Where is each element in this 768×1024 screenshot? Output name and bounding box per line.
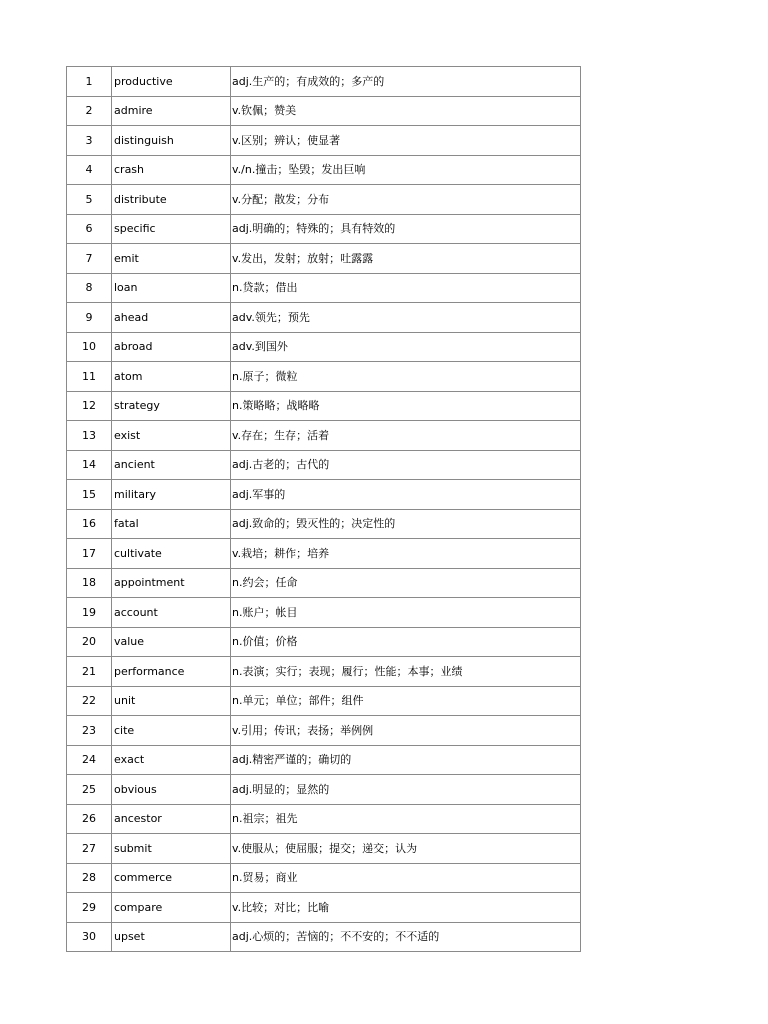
english-word: specific xyxy=(112,214,231,244)
table-row xyxy=(67,922,581,952)
table-row xyxy=(67,716,581,746)
table-row xyxy=(67,509,581,539)
chinese-definition: v.存在；生存；活着 xyxy=(231,421,581,451)
chinese-definition: v.比较；对比；比喻 xyxy=(231,893,581,923)
table-row xyxy=(67,96,581,126)
row-number: 28 xyxy=(67,863,112,893)
table-row xyxy=(67,745,581,775)
row-number: 9 xyxy=(67,303,112,333)
table-row xyxy=(67,244,581,274)
chinese-definition: v.引用；传讯；表扬；举例例 xyxy=(231,716,581,746)
english-word: submit xyxy=(112,834,231,864)
chinese-definition: v.分配；散发；分布 xyxy=(231,185,581,215)
english-word: distinguish xyxy=(112,126,231,156)
english-word: fatal xyxy=(112,509,231,539)
table-row xyxy=(67,686,581,716)
table-row xyxy=(67,834,581,864)
row-number: 12 xyxy=(67,391,112,421)
chinese-definition: adj.军事的 xyxy=(231,480,581,510)
table-row xyxy=(67,155,581,185)
table-row xyxy=(67,421,581,451)
chinese-definition: v.区别；辨认；使显著 xyxy=(231,126,581,156)
chinese-definition: v.发出，发射；放射；吐露露 xyxy=(231,244,581,274)
row-number: 6 xyxy=(67,214,112,244)
english-word: cite xyxy=(112,716,231,746)
chinese-definition: adj.明确的；特殊的；具有特效的 xyxy=(231,214,581,244)
row-number: 16 xyxy=(67,509,112,539)
row-number: 22 xyxy=(67,686,112,716)
table-row xyxy=(67,362,581,392)
row-number: 19 xyxy=(67,598,112,628)
english-word: loan xyxy=(112,273,231,303)
row-number: 30 xyxy=(67,922,112,952)
row-number: 26 xyxy=(67,804,112,834)
table-row xyxy=(67,273,581,303)
row-number: 8 xyxy=(67,273,112,303)
row-number: 2 xyxy=(67,96,112,126)
english-word: exact xyxy=(112,745,231,775)
row-number: 29 xyxy=(67,893,112,923)
chinese-definition: n.贷款；借出 xyxy=(231,273,581,303)
row-number: 23 xyxy=(67,716,112,746)
row-number: 20 xyxy=(67,627,112,657)
chinese-definition: n.祖宗；祖先 xyxy=(231,804,581,834)
row-number: 5 xyxy=(67,185,112,215)
chinese-definition: n.表演；实行；表现；履行；性能；本事；业绩 xyxy=(231,657,581,687)
chinese-definition: v./n.撞击；坠毁；发出巨响 xyxy=(231,155,581,185)
english-word: obvious xyxy=(112,775,231,805)
english-word: unit xyxy=(112,686,231,716)
english-word: ancient xyxy=(112,450,231,480)
chinese-definition: v.钦佩；赞美 xyxy=(231,96,581,126)
table-row xyxy=(67,657,581,687)
english-word: value xyxy=(112,627,231,657)
table-row xyxy=(67,126,581,156)
english-word: upset xyxy=(112,922,231,952)
chinese-definition: adj.明显的；显然的 xyxy=(231,775,581,805)
english-word: abroad xyxy=(112,332,231,362)
chinese-definition: n.账户；帐目 xyxy=(231,598,581,628)
english-word: strategy xyxy=(112,391,231,421)
table-row xyxy=(67,214,581,244)
chinese-definition: adj.心烦的；苦恼的；不不安的；不不适的 xyxy=(231,922,581,952)
table-row xyxy=(67,775,581,805)
chinese-definition: n.原子；微粒 xyxy=(231,362,581,392)
english-word: atom xyxy=(112,362,231,392)
vocabulary-table xyxy=(66,66,581,952)
table-row xyxy=(67,480,581,510)
english-word: account xyxy=(112,598,231,628)
english-word: admire xyxy=(112,96,231,126)
row-number: 11 xyxy=(67,362,112,392)
table-row xyxy=(67,893,581,923)
row-number: 7 xyxy=(67,244,112,274)
row-number: 10 xyxy=(67,332,112,362)
row-number: 1 xyxy=(67,67,112,97)
chinese-definition: n.价值；价格 xyxy=(231,627,581,657)
row-number: 21 xyxy=(67,657,112,687)
chinese-definition: adv.到国外 xyxy=(231,332,581,362)
table-row xyxy=(67,391,581,421)
table-row xyxy=(67,598,581,628)
table-row xyxy=(67,568,581,598)
english-word: compare xyxy=(112,893,231,923)
english-word: crash xyxy=(112,155,231,185)
chinese-definition: v.栽培；耕作；培养 xyxy=(231,539,581,569)
chinese-definition: v.使服从；使屈服；提交；递交；认为 xyxy=(231,834,581,864)
chinese-definition: n.策略略；战略略 xyxy=(231,391,581,421)
english-word: performance xyxy=(112,657,231,687)
row-number: 15 xyxy=(67,480,112,510)
english-word: distribute xyxy=(112,185,231,215)
english-word: military xyxy=(112,480,231,510)
row-number: 4 xyxy=(67,155,112,185)
english-word: appointment xyxy=(112,568,231,598)
table-row xyxy=(67,539,581,569)
row-number: 24 xyxy=(67,745,112,775)
row-number: 14 xyxy=(67,450,112,480)
table-row xyxy=(67,332,581,362)
english-word: emit xyxy=(112,244,231,274)
chinese-definition: adj.致命的；毁灭性的；决定性的 xyxy=(231,509,581,539)
vocabulary-table-body xyxy=(67,67,581,952)
row-number: 18 xyxy=(67,568,112,598)
chinese-definition: n.约会；任命 xyxy=(231,568,581,598)
table-row xyxy=(67,450,581,480)
english-word: commerce xyxy=(112,863,231,893)
chinese-definition: adj.古老的；古代的 xyxy=(231,450,581,480)
row-number: 13 xyxy=(67,421,112,451)
english-word: productive xyxy=(112,67,231,97)
english-word: ahead xyxy=(112,303,231,333)
chinese-definition: n.单元；单位；部件；组件 xyxy=(231,686,581,716)
table-row xyxy=(67,627,581,657)
table-row xyxy=(67,804,581,834)
table-row xyxy=(67,67,581,97)
table-row xyxy=(67,863,581,893)
row-number: 25 xyxy=(67,775,112,805)
chinese-definition: n.贸易；商业 xyxy=(231,863,581,893)
row-number: 3 xyxy=(67,126,112,156)
chinese-definition: adj.生产的；有成效的；多产的 xyxy=(231,67,581,97)
english-word: ancestor xyxy=(112,804,231,834)
english-word: cultivate xyxy=(112,539,231,569)
row-number: 27 xyxy=(67,834,112,864)
chinese-definition: adv.领先；预先 xyxy=(231,303,581,333)
table-row xyxy=(67,185,581,215)
english-word: exist xyxy=(112,421,231,451)
row-number: 17 xyxy=(67,539,112,569)
chinese-definition: adj.精密严谨的；确切的 xyxy=(231,745,581,775)
table-row xyxy=(67,303,581,333)
